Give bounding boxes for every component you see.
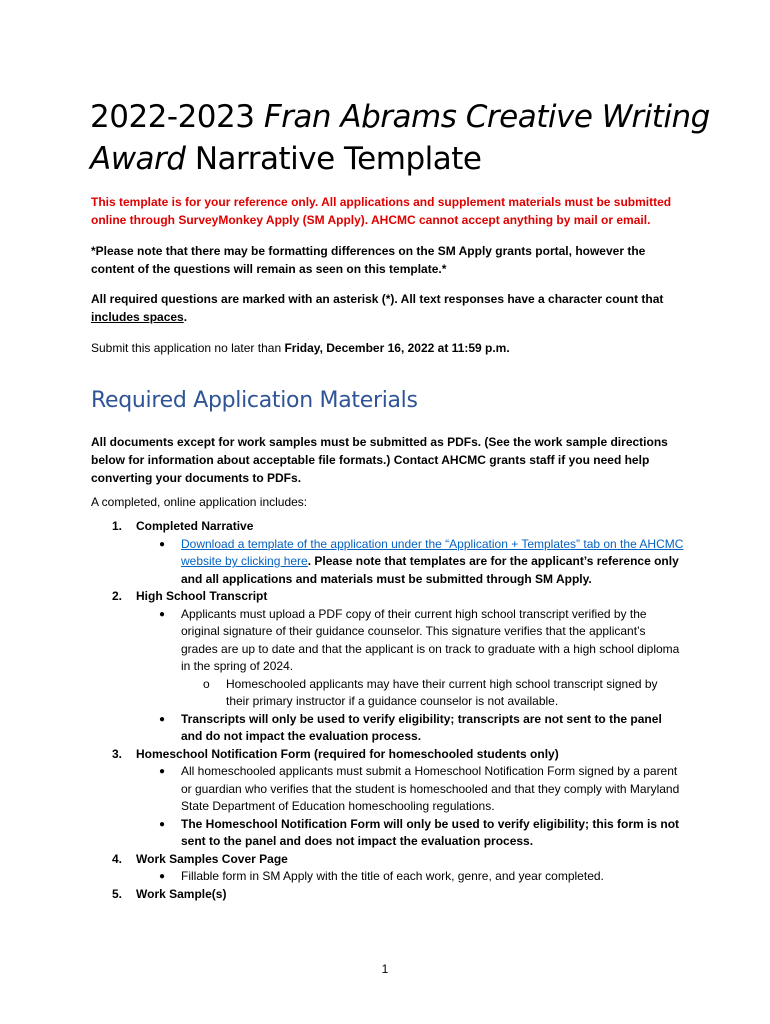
required-note-underlined: includes spaces: [91, 310, 184, 324]
list-item-bullet: [0, 536, 770, 589]
pdf-note: All documents except for work samples must be submitted as PDFs. (See the work sample directions below for information about acceptable file formats.) Contact AHCMC grants staff if you need help converting your documents to PDFs.: [91, 435, 668, 485]
item-label: Homeschool Notification Form (required for homeschooled students only): [136, 746, 559, 761]
bullet-marker: ●: [159, 713, 166, 725]
bullet-text: Fillable form in SM Apply with the title of each work, genre, and year completed.: [181, 869, 604, 883]
template-download-link[interactable]: Download a template of the application under the “Application + Templates” tab on the AHCMC website by clicking here: [181, 536, 684, 568]
deadline-prefix: Submit this application no later than: [91, 341, 285, 355]
list-item-bullet: [0, 711, 770, 746]
title-award-part1: Fran Abrams Creative Writing: [263, 99, 710, 135]
list-item-subbullet: [0, 676, 770, 711]
item-number: 4.: [112, 851, 123, 866]
list-item: [0, 851, 770, 869]
list-item-bullet: [0, 606, 770, 676]
sub-bullet-text: Homeschooled applicants may have their current high school transcript signed by their primary instructor if a guidance counselor is not available.: [226, 676, 658, 708]
reference-notice: This template is for your reference only. All applications and supplement materials must be submitted online through SurveyMonkey Apply (SM Apply). AHCMC cannot accept anything by mail or email.: [91, 195, 672, 227]
page-title: [90, 96, 710, 180]
formatting-note: *Please note that there may be formatting differences on the SM Apply grants portal, however the content of the questions will remain as seen on this template.*: [91, 244, 646, 276]
page-number: 1: [381, 962, 389, 976]
item-label: Completed Narrative: [136, 519, 254, 533]
list-item: [0, 886, 770, 904]
bullet-text: The Homeschool Notification Form will only be used to verify eligibility; this form is not sent to the panel and does not impact the evaluation process.: [181, 816, 680, 848]
item-label: Work Samples Cover Page: [136, 851, 288, 866]
item-number: 1.: [112, 519, 123, 533]
list-item-bullet: [0, 868, 770, 886]
deadline-date: Friday, December 16, 2022 at 11:59 p.m.: [284, 341, 510, 355]
bullet-text: Applicants must upload a PDF copy of their current high school transcript verified by the original signature of their guidance counselor. This signature verifies that the applicant’s grades are up to date and that the applicant is on track to graduate with a high school diploma in the spring of 2024.: [181, 606, 680, 673]
title-award-part2: Award: [90, 141, 186, 177]
required-note-end: .: [183, 310, 188, 324]
template-note: . Please note that templates are for the applicant’s reference only and all applications and materials must be submitted through SM Apply.: [181, 554, 679, 586]
list-item-bullet: [0, 763, 770, 816]
materials-intro: A completed, online application includes:: [91, 495, 308, 509]
item-label: High School Transcript: [136, 589, 268, 603]
item-number: 5.: [112, 886, 123, 901]
bullet-marker: ●: [159, 766, 166, 777]
required-note-text: All required questions are marked with an asterisk (*). All text responses have a character count that: [91, 292, 664, 306]
item-number: 3.: [112, 746, 123, 761]
materials-list: [0, 518, 770, 903]
list-item-bullet: [0, 816, 770, 851]
title-suffix: Narrative Template: [194, 141, 482, 177]
list-item: [0, 746, 770, 764]
item-number: 2.: [112, 589, 123, 603]
sub-bullet-marker: o: [203, 676, 210, 691]
section-heading: Required Application Materials: [91, 388, 418, 413]
bullet-marker: ●: [159, 608, 166, 620]
bullet-marker: ●: [159, 871, 166, 882]
title-year: 2022-2023: [90, 99, 255, 135]
list-item: [0, 518, 770, 536]
bullet-text: All homeschooled applicants must submit a Homeschool Notification Form signed by a parent or guardian who verifies that the student is homeschooled and that they comply with Maryland State Department of Education homeschooling regulations.: [181, 764, 680, 813]
bullet-text: Transcripts will only be used to verify eligibility; transcripts are not sent to the panel and do not impact the evaluation process.: [181, 711, 662, 743]
item-label: Work Sample(s): [136, 886, 227, 901]
deadline-line: [91, 339, 691, 357]
bullet-marker: ●: [159, 538, 166, 550]
bullet-marker: ●: [159, 818, 166, 830]
list-item: [0, 588, 770, 606]
required-questions-note: [91, 290, 691, 326]
